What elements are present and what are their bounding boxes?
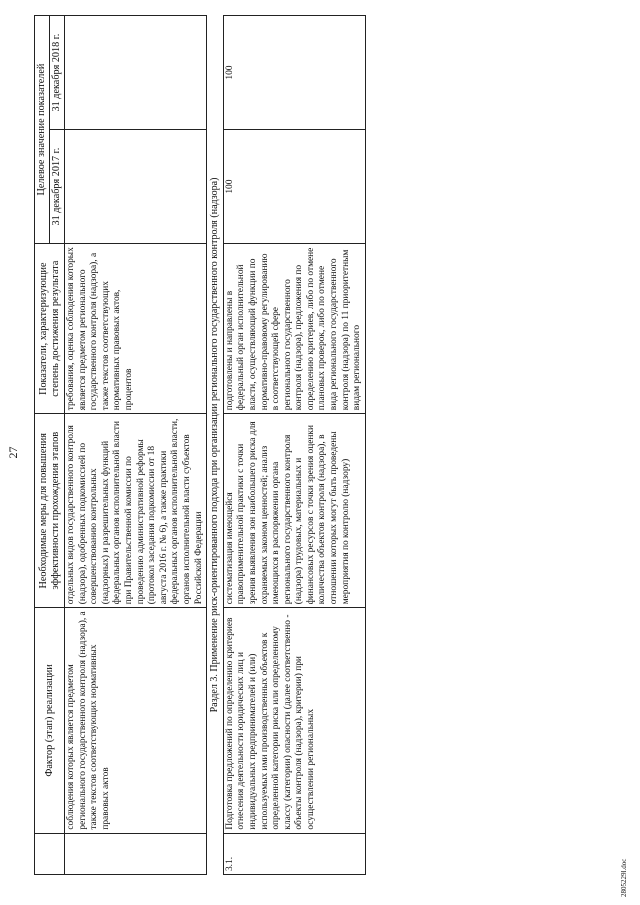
cell-value-2018: 100 [223,16,365,130]
header-num [35,833,65,874]
measures-table [34,15,366,875]
cell-measures: систематизация имеющейся правоприменительной практики с точки зрения выявления зон наибольшего риска для охраняемых законом ценностей; анализ имеющихся в распоряжении органа регионального государственного контроля (надзора) трудовых, материальных и финансовых ресурсов с точки зрения оценки количества объектов контроля (надзора), в отношении которых могут быть проведены мероприятия по контролю (надзору) [223,414,365,608]
header-indicators: Показатели, характеризующие степень достижения результата [35,244,65,414]
cell-factor: соблюдения которых является предметом регионального государственного контроля (надзора), а также текстов соответствующих нормативных правовых актов [65,608,207,833]
header-2017: 31 декабря 2017 г. [50,130,65,244]
page-number: 27 [6,446,20,459]
cell-num: 3.1. [223,833,365,874]
section-row [207,16,224,875]
cell-factor: Подготовка предложений по определению критериев отнесения деятельности юридических лиц и индивидуальных предпринимателей и (или) используемых ими производственных объектов к определенной категории риска или определенному классу (категории) опасности (далее соответственно - объекты контроля (надзора), критерии) при осуществлении региональных [223,608,365,833]
header-target: Целевое значение показателей [35,16,50,244]
table-row-continued [65,16,207,875]
doc-code: 2805229l.doc [620,858,628,897]
cell-measures: отдельных видов государственного контроля (надзора), одобренных подкомиссией по совершенствованию контрольных (надзорных) и разрешительных функций федеральных органов исполнительной власти при Правительственной комиссии по проведению административной реформы (протокол заседания подкомиссии от 18 августа 2016 г. № 6), а также практики федеральных органов исполнительной власти, органов исполнительной власти субъектов Российской Федерации [65,414,207,608]
cell-value-2017: 100 [223,130,365,244]
cell-indicators: подготовлены и направлены в федеральный орган исполнительной власти, осуществляющий функции по нормативно-правовому регулированию в соответствующей сфере регионального государственного контроля (надзора), предложения по определению критериев, либо по отмене плановых проверок, либо по отмене вида регионального государственного контроля (надзора) по 11 приоритетным видам регионального [223,244,365,414]
header-factor: Фактор (этап) реализации [35,608,65,833]
header-2018: 31 декабря 2018 г. [50,16,65,130]
cell-indicators: требования, оценка соблюдения которых является предметом регионального государственного контроля (надзора), а также текстов соответствующих нормативных правовых актов, процентов [65,244,207,414]
section-title: Раздел 3. Применение риск-ориентированного подхода при организации регионального государственного контроля (надзора) [207,16,224,875]
header-measures: Необходимые меры для повышения эффективности прохождения этапов [35,414,65,608]
table-row-3-1 [223,16,365,875]
table-header-row [35,16,50,875]
